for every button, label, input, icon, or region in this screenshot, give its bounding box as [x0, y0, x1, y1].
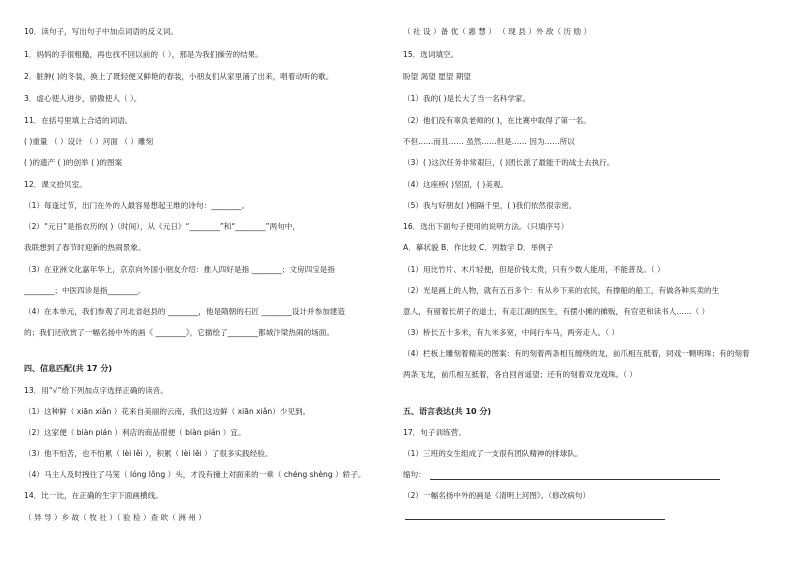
q15-item-4: （4）这座桥( )坚固，( )美观。 [403, 180, 509, 189]
q10-item-1: 1．妈妈的手很粗糙，再也找不回以前的（ ），那是为我们操劳的结果。 [24, 50, 263, 59]
q13-item-3: （3）他不怕苦，也不怕累（ lèi lěi ），积累（ lèi lěi ）了很多实践经验。 [24, 449, 273, 458]
q16-item-2-line-a: （2）光是画上的人物，就有五百多个：有从乡下来的农民，有撑船的船工，有做各种买卖的生 [403, 286, 720, 295]
q15-item-3: （3）( )这次任务非常艰巨，( )团长派了最能干的战士去执行。 [403, 158, 615, 167]
left-column [24, 0, 394, 561]
section-5-heading: 五、语言表达(共 10 分) [403, 407, 492, 416]
q16-options: A．摹状貌 B．作比较 C．列数字 D．举例子 [403, 243, 554, 252]
q12-item-4-line-a: （4）在本单元，我们参观了河北省赵县的 ________，他是隋朝的石匠 ________设计并参加建造 [24, 307, 345, 316]
q13-title: 13．用“√”给下列加点字选择正确的读音。 [24, 386, 168, 395]
q12-title: 12．课文拾贝室。 [24, 180, 87, 189]
q11-title: 11．在括号里填上合适的词语。 [24, 116, 133, 125]
q16-item-4-line-a: （4）栏板上雕刻着精美的图案：有的刻着两条相互缠绕的龙，前爪相互抵着，同戏一颗明珠；有的刻着 [403, 349, 750, 358]
q17-item-1: （1）三班的女生组成了一支很有团队精神的排球队。 [403, 449, 583, 458]
q16-item-3: （3）桥长五十多米，有九米多宽，中间行车马，两旁走人。（ ） [403, 328, 620, 337]
q12-item-2-line-a: （2）“元日”是指农历的( )（时间），从《元日》“________”和“________”两句中， [24, 222, 300, 231]
q14-row-2: （ 社 设 ）备 优（ 惠 慧 ） （ 现 县 ）外 敌（ 历 励 ） [403, 27, 592, 36]
section-4-heading: 四、信息匹配(共 17 分) [24, 364, 113, 373]
q17-title: 17．句子训练营。 [403, 428, 466, 437]
q15-item-2: （2）他们没有辜负老师的( )，在比赛中取得了第一名。 [403, 116, 591, 125]
q12-item-4-line-b: 的；我们还欣赏了一幅名扬中外的画《 ________》，它描绘了________都城汴梁热闹的场面。 [24, 328, 334, 337]
q11-row-1: ( )重量 （ ）设计 （ ）河面 （ ）雕刻 [24, 137, 154, 146]
q10-title: 10．读句子，写出句子中加点词语的反义词。 [24, 27, 178, 36]
q15-title: 15．选词填空。 [403, 50, 459, 59]
q15-conjunction-bank: 不但……而且…… 虽然……但是…… 因为……所以 [403, 137, 575, 146]
q15-item-1: （1）我的( )是长大了当一名科学家。 [403, 94, 531, 103]
q12-item-3-line-a: （3）在亚洲文化嘉年华上，京京向外国小朋友介绍：推人四好是指 ________；文房四宝是指 [24, 265, 335, 274]
q11-row-2: ( )的遗产 ( )的创举 ( )的图案 [24, 158, 123, 167]
q17-answer-line-1 [430, 479, 720, 480]
q16-item-2-line-b: 意人，有留着长胡子的道士，有走江湖的医生，有摆小摊的摊贩，有官吏和读书人……（ ） [403, 307, 710, 316]
q17-shorten-label: 缩句： [403, 470, 426, 479]
q13-item-1: （1）这种鲜（ xiān xiǎn ）花来自美丽的云南，我们这边鲜（ xiān xiǎn）少见到。 [24, 407, 311, 416]
q13-item-4: （4）马主人及时拽住了马笼（ lóng lǒng ）头，才没有撞上对面来的一乘（ chéng shèng ）轿子。 [24, 470, 366, 479]
q14-row-1: （ 异 导 ）乡 故（ 牧 社 ）（ 验 检 ）查 欧（ 洲 州 ） [24, 513, 206, 522]
q10-item-3: 3．虚心使人进步，骄傲使人（ ）。 [24, 94, 142, 103]
q15-item-5: （5）我与好朋友( )相隔千里，( )我们依然很亲密。 [403, 201, 577, 210]
q12-item-1: （1）每逢过节，出门在外的人最容易想起王维的诗句：________。 [24, 201, 250, 210]
q16-title: 16．选出下面句子使用的说明方法。（只填序号） [403, 222, 569, 231]
q10-item-2: 2．脏肿( )的冬装，换上了既轻便又鲜艳的春装，小朋友们从家里涌了出来，唱着动听的歌。 [24, 72, 334, 81]
q13-item-2: （2）这家便（ biàn pián ）利店的商品很便（ biàn pián ）宜。 [24, 428, 246, 437]
q17-answer-line-2 [405, 519, 665, 520]
q14-title: 14．比一比，在正确的生字下面画横线。 [24, 491, 163, 500]
q12-item-3-line-b: ________；中医四诊是指________。 [24, 286, 146, 295]
q12-item-2-line-b: 我联想到了春节时迎新的热闹景象。 [24, 243, 146, 252]
right-column [403, 0, 775, 561]
q17-item-2: （2）一幅名扬中外的画是《清明上河图》。（修改病句） [403, 491, 591, 500]
q16-item-1: （1）用比竹片、木片轻便，但是价钱太贵，只有少数人能用，不能普及。（ ） [403, 265, 665, 274]
q15-word-bank: 盼望 渴望 愿望 期望 [403, 72, 471, 81]
q16-item-4-line-b: 两条飞龙，前爪相互抵着，各自回首遥望；还有的刻着双龙戏珠。（ ） [403, 370, 638, 379]
